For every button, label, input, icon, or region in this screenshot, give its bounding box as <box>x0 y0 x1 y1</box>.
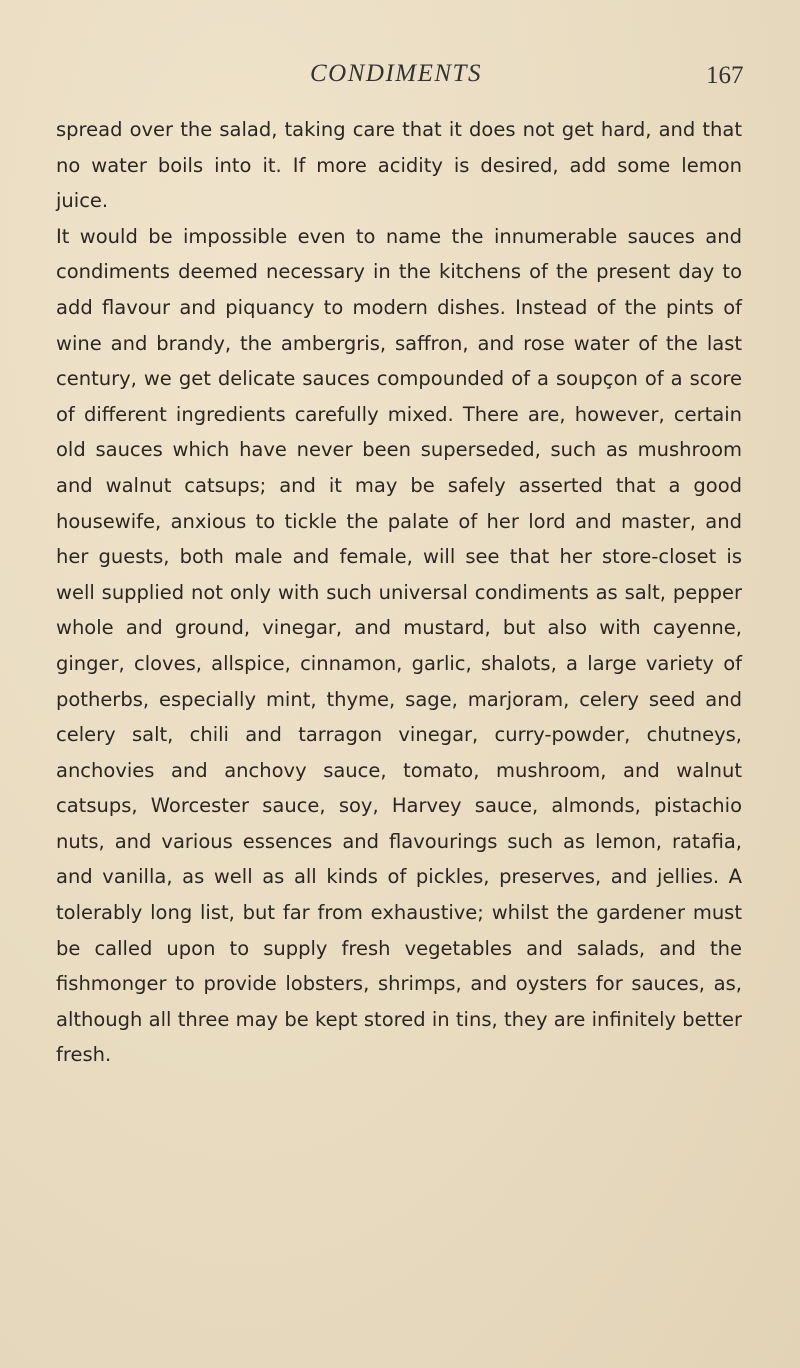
running-title: CONDIMENTS <box>310 60 482 87</box>
paragraph: It would be impossible even to name the innumerable sauces and condiments deemed necessary in the kitchens of the present day to add flavour and piquancy to modern dishes. Instead of the pints of wine and brandy, the ambergris, saffron, and rose water of the last century, we get delicate sauces compounded of a soupçon of a score of different ingredients carefully mixed. There are, however, certain old sauces which have never been superseded, such as mushroom and walnut catsups; and it may be safely asserted that a good housewife, anxious to tickle the palate of her lord and master, and her guests, both male and female, will see that her store-closet is well supplied not only with such universal condiments as salt, pepper whole and ground, vinegar, and mustard, but also with cayenne, ginger, cloves, allspice, cinnamon, garlic, shalots, a large variety of potherbs, especially mint, thyme, sage, marjoram, celery seed and celery salt, chili and tarragon vinegar, curry-powder, chutneys, anchovies and anchovy sauce, tomato, mushroom, and walnut catsups, Worcester sauce, soy, Harvey sauce, almonds, pistachio nuts, and various essences and flavourings such as lemon, ratafia, and vanilla, as well as all kinds of pickles, preserves, and jellies. A tolerably long list, but far from exhaustive; whilst the gardener must be called upon to supply fresh vegetables and salads, and the fishmonger to provide lobsters, shrimps, and oysters for sauces, as, although all three may be kept stored in tins, they are infinitely better fresh. <box>56 224 742 1067</box>
paragraph: spread over the salad, taking care that it does not get hard, and that no water boils into it. If more acidity is desired, add some lemon juice. <box>56 118 742 213</box>
body-text <box>56 112 742 1073</box>
running-head <box>0 58 800 94</box>
page-number: 167 <box>706 62 744 89</box>
